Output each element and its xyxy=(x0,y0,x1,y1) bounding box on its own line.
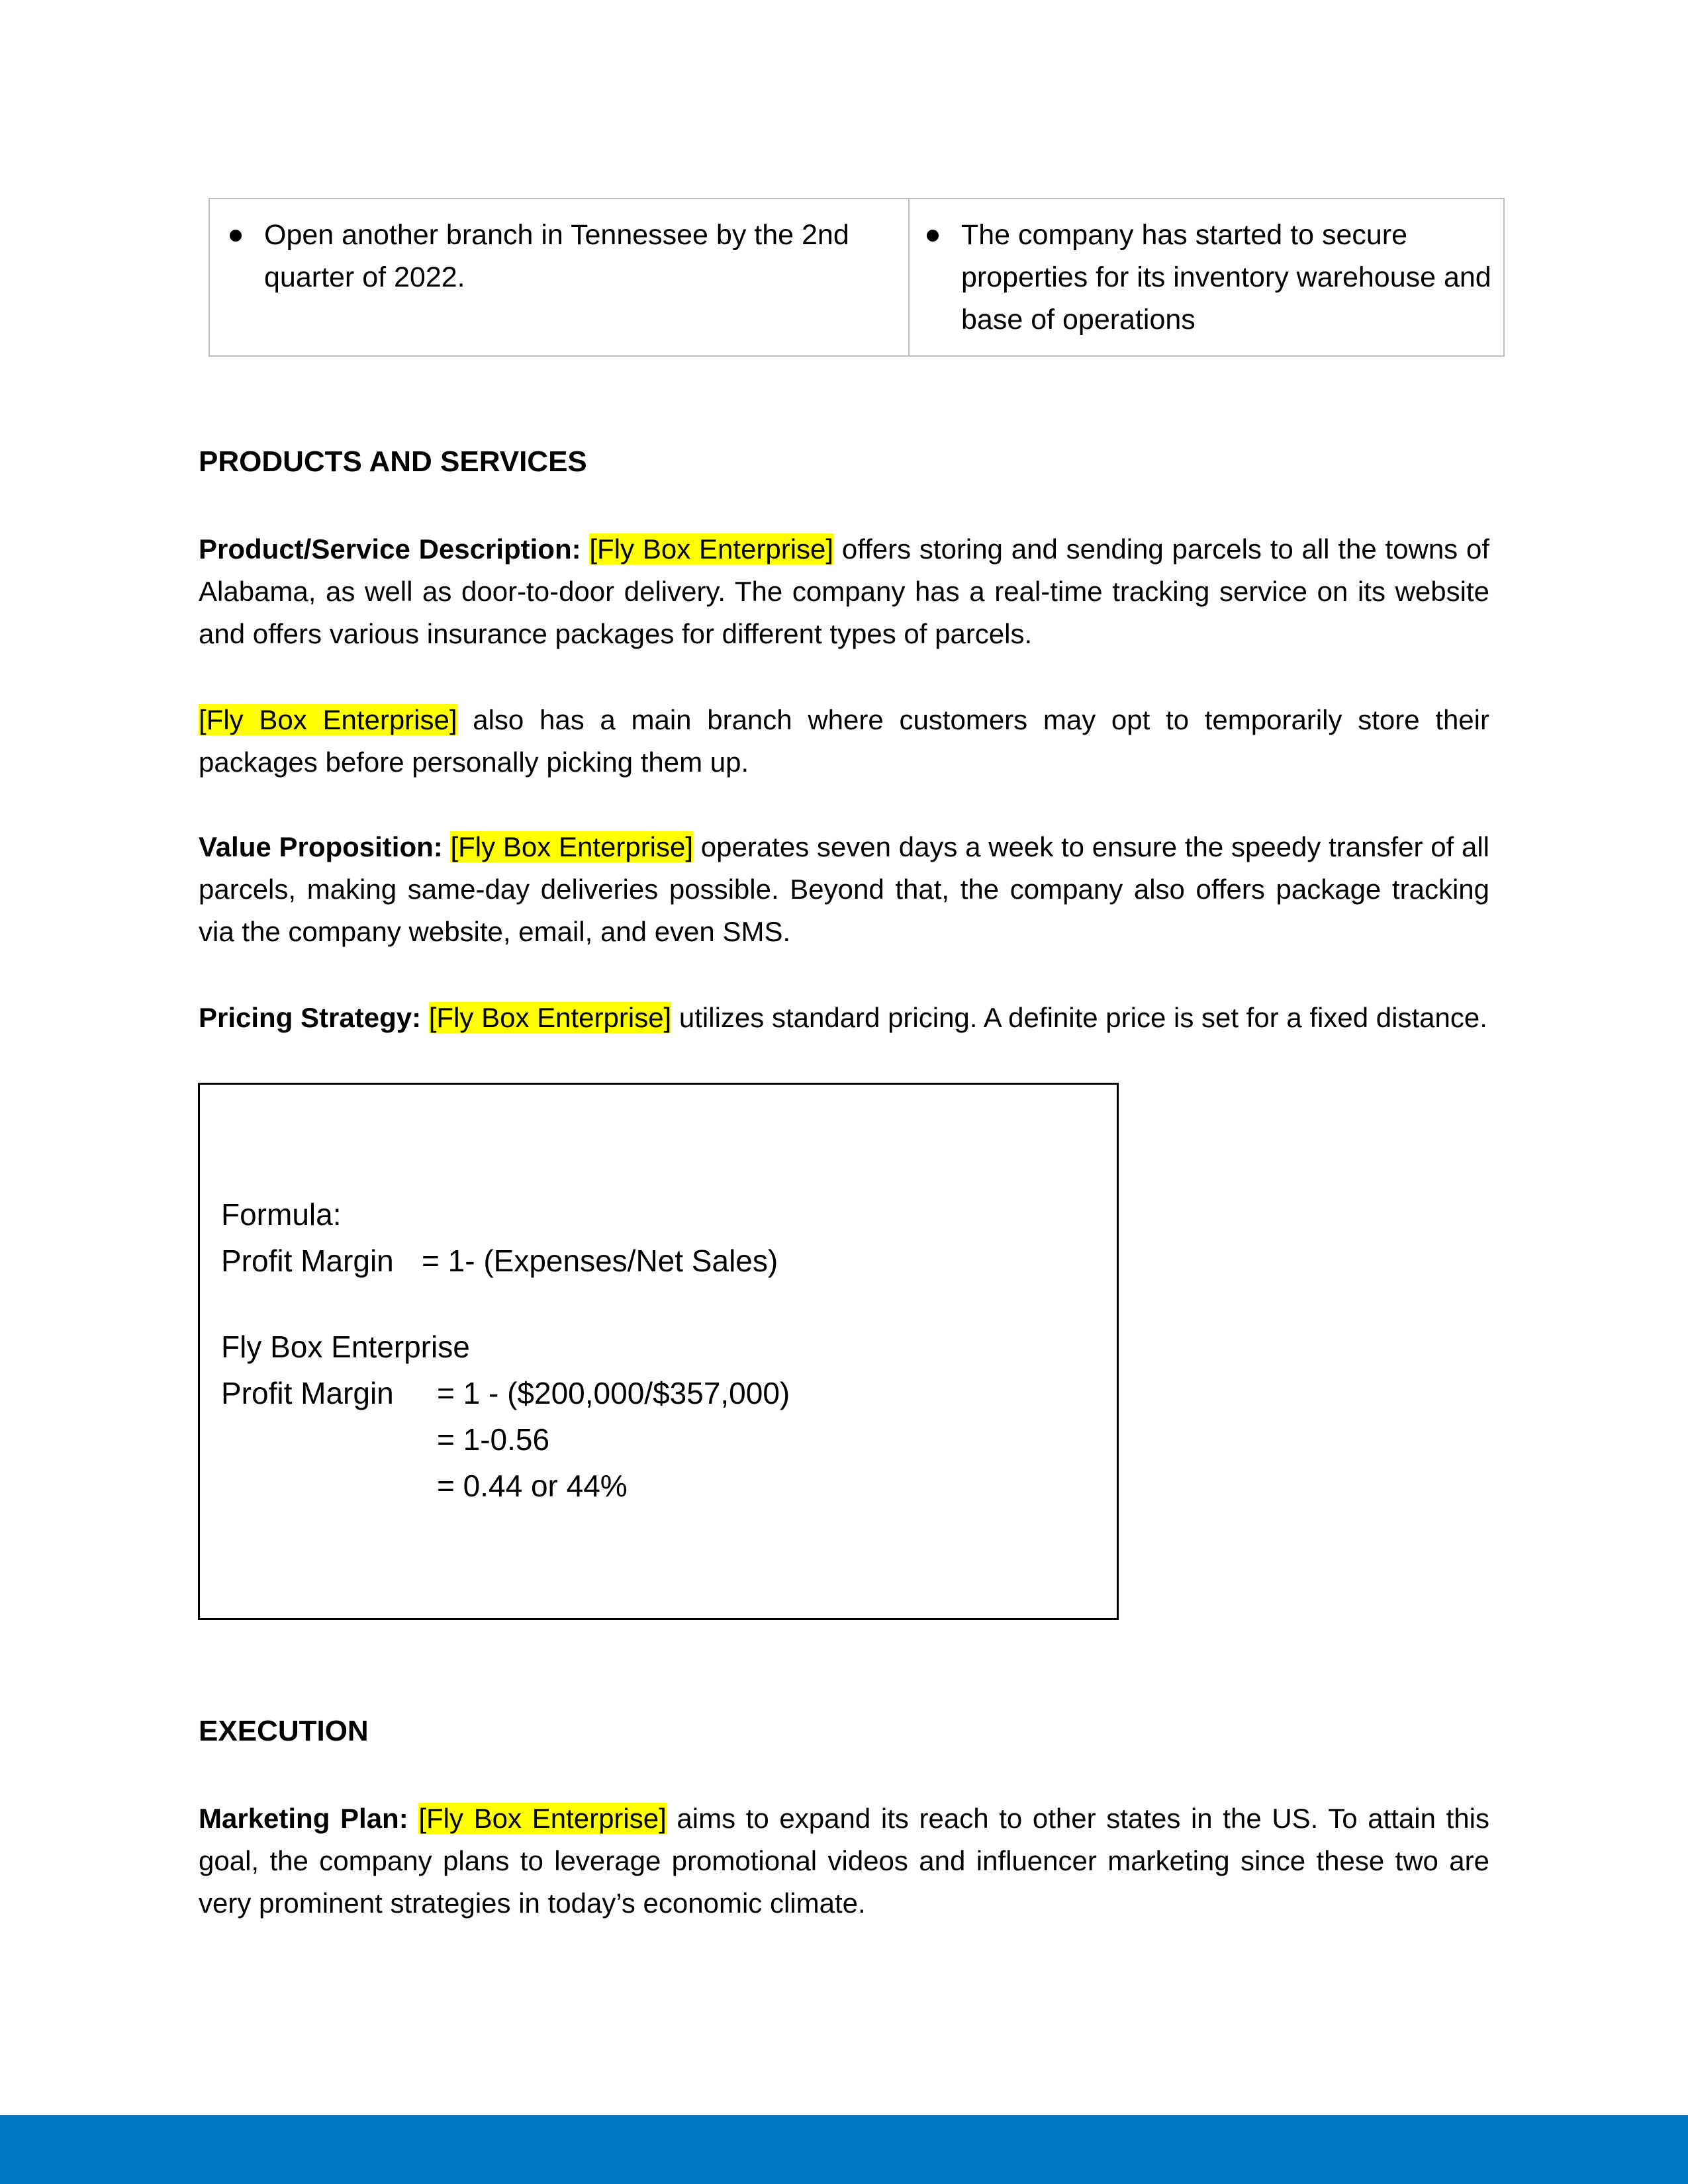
marketing-plan-label: Marketing Plan: xyxy=(199,1803,408,1834)
goals-table-cell-right xyxy=(910,199,1503,355)
marketing-plan-text: aims to expand its reach to other states in the US. To attain this goal, the company plans to leverage promotional videos and influencer marketing since these two are very prominent strategies in today’s economic climate. xyxy=(199,1803,1489,1919)
goals-table-cell-left xyxy=(210,199,910,355)
product-description-label: Product/Service Description: xyxy=(199,533,581,565)
pricing-strategy-label: Pricing Strategy: xyxy=(199,1002,422,1033)
value-proposition-paragraph xyxy=(199,826,1489,953)
calc-step-3: = 0.44 or 44% xyxy=(437,1469,628,1503)
product-description-paragraph xyxy=(199,528,1489,655)
company-name: Fly Box Enterprise xyxy=(221,1330,470,1364)
profit-margin-calc-line xyxy=(221,1372,790,1414)
calc-step-2: = 1-0.56 xyxy=(437,1422,550,1457)
company-name-highlight: [Fly Box Enterprise] xyxy=(418,1803,667,1834)
product-description-text: offers storing and sending parcels to all the towns of Alabama, as well as door-to-door delivery. The company has a real-time tracking service on its website and offers various insurance packages for different types of parcels. xyxy=(199,533,1489,649)
products-services-heading: PRODUCTS AND SERVICES xyxy=(199,445,587,478)
profit-margin-label: Profit Margin xyxy=(221,1376,394,1410)
marketing-plan-paragraph xyxy=(199,1797,1489,1925)
goal-text: The company has started to secure properties for its inventory warehouse and base of operations xyxy=(961,219,1491,336)
execution-heading: EXECUTION xyxy=(199,1715,369,1747)
bullet-icon xyxy=(230,230,242,242)
value-proposition-text: operates seven days a week to ensure the speedy transfer of all parcels, making same-day deliveries possible. Beyond that, the company also offers package tracking via the company website, email, and even SMS. xyxy=(199,831,1489,947)
value-proposition-label: Value Proposition: xyxy=(199,831,443,862)
formula-label: Profit Margin xyxy=(221,1244,394,1278)
branch-paragraph xyxy=(199,699,1489,784)
formula-line xyxy=(221,1240,778,1282)
company-name-highlight: [Fly Box Enterprise] xyxy=(589,533,834,565)
bullet-icon xyxy=(927,230,939,242)
goals-table xyxy=(209,198,1505,357)
goal-text: Open another branch in Tennessee by the 2nd quarter of 2022. xyxy=(264,219,849,293)
bullet-item xyxy=(230,214,892,298)
bullet-item xyxy=(927,214,1496,341)
company-name-highlight: [Fly Box Enterprise] xyxy=(450,831,694,862)
branch-text: also has a main branch where customers may opt to temporarily store their packages before personally picking them up. xyxy=(199,704,1489,778)
calc-step-1: = 1 - ($200,000/$357,000) xyxy=(437,1376,790,1410)
pricing-strategy-text: utilizes standard pricing. A definite price is set for a fixed distance. xyxy=(671,1002,1487,1033)
company-name-highlight: [Fly Box Enterprise] xyxy=(428,1002,672,1033)
profit-margin-formula-box xyxy=(198,1083,1119,1620)
company-name-highlight: [Fly Box Enterprise] xyxy=(199,704,457,735)
formula-title: Formula: xyxy=(221,1197,342,1232)
pricing-strategy-paragraph xyxy=(199,997,1489,1039)
formula-expression: = 1- (Expenses/Net Sales) xyxy=(422,1244,778,1278)
footer-bar xyxy=(0,2115,1688,2184)
